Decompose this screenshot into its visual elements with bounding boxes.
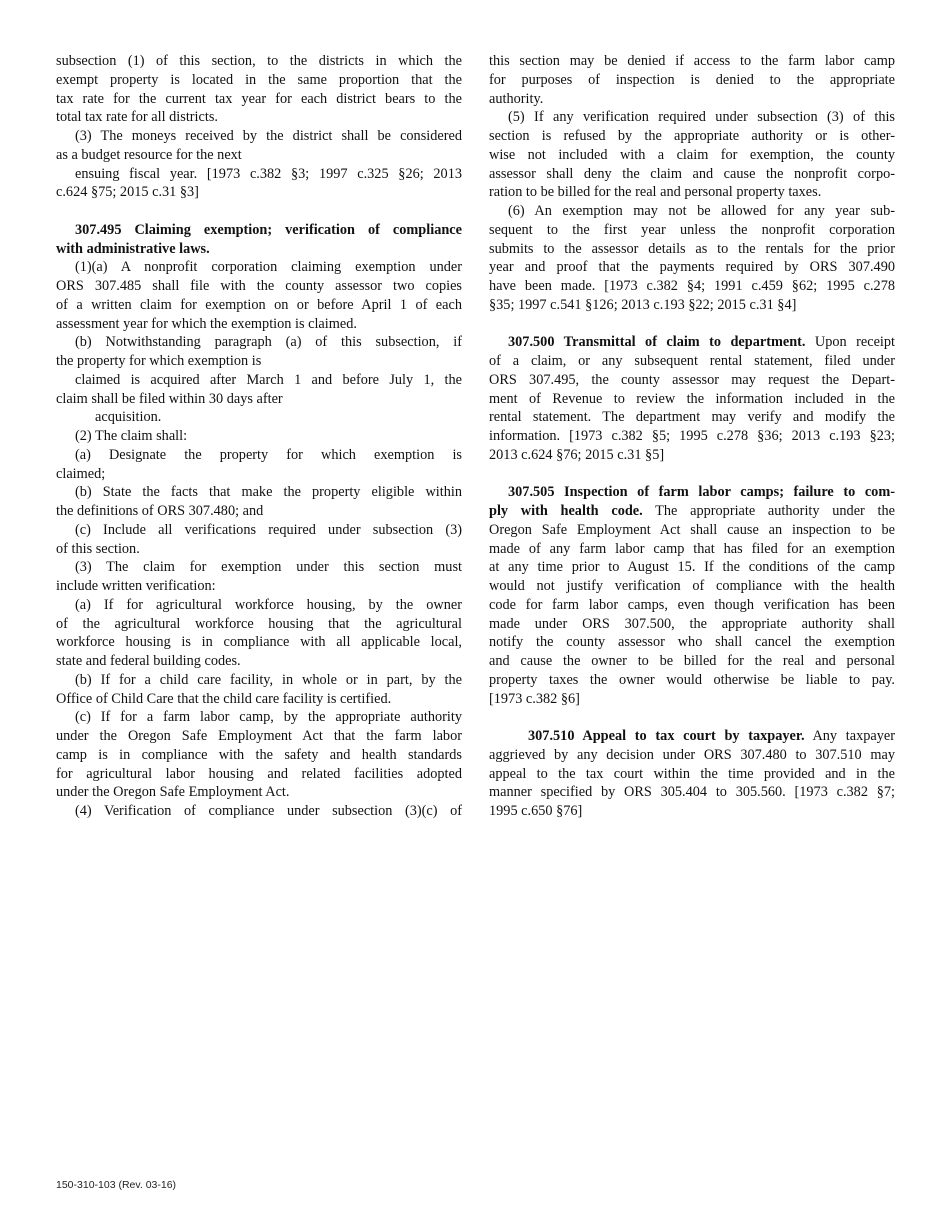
text-line [489, 690, 895, 709]
body-text: Any taxpayer [804, 728, 895, 744]
body-text: (2) The claim shall: [75, 428, 188, 444]
text-line [489, 746, 895, 765]
text-line [56, 521, 462, 540]
body-text: made of any farm labor camp that has filed for an exemption [489, 540, 895, 557]
body-text: (3) The moneys received by the district shall be considered [75, 128, 462, 144]
body-text: authority. [489, 90, 544, 107]
body-text: (c) If for a farm labor camp, by the appropriate authority [75, 709, 462, 726]
body-text: ORS 307.485 shall file with the county assessor two copies [56, 278, 462, 294]
text-line [489, 783, 895, 802]
text-line [489, 802, 895, 821]
text-line [489, 371, 895, 390]
body-text: [1973 c.382 §6] [489, 690, 580, 707]
body-text: Office of Child Care that the child care facility is certified. [56, 690, 392, 707]
text-line [56, 483, 462, 502]
body-text: (b) State the facts that make the property eligible within [75, 484, 462, 501]
text-line [489, 577, 895, 596]
text-line [56, 596, 462, 615]
body-text: this section may be denied if access to the farm labor camp [489, 53, 895, 69]
paragraph-gap [489, 465, 895, 484]
body-text: of this section. [56, 540, 140, 557]
body-text: manner specified by ORS 305.404 to 305.560. [1973 c.382 §7; [489, 784, 895, 801]
text-line [56, 746, 462, 765]
body-text: rental statement. The department may verify and modify the [489, 409, 895, 426]
text-line [489, 615, 895, 634]
text-line [56, 183, 462, 202]
body-text: (a) Designate the property for which exemption is [75, 446, 462, 463]
body-text: camp is in compliance with the safety and health standards [56, 746, 462, 763]
right-column [489, 52, 895, 821]
text-line [56, 165, 462, 184]
body-text: total tax rate for all districts. [56, 109, 218, 126]
text-line [56, 90, 462, 109]
body-text: ORS 307.495, the county assessor may request the Depart- [489, 371, 895, 388]
text-line [56, 71, 462, 90]
body-text: 1995 c.650 §76] [489, 803, 583, 819]
body-text: section is refused by the appropriate authority or is other- [489, 128, 895, 144]
body-text: claim shall be filed within 30 days after [56, 390, 283, 407]
text-line [56, 258, 462, 277]
text-line [56, 765, 462, 784]
body-text: of a claim, or any subsequent rental statement, filed under [489, 353, 895, 369]
text-line [489, 765, 895, 784]
text-line [489, 540, 895, 559]
text-line [489, 296, 895, 315]
section-heading-line [489, 333, 895, 352]
body-text: ment of Revenue to review the information included in the [489, 390, 895, 407]
text-line [56, 727, 462, 746]
body-text: under the Oregon Safe Employment Act. [56, 784, 290, 801]
body-text: §35; 1997 c.541 §126; 2013 c.193 §22; 2015 c.31 §4] [489, 296, 797, 313]
text-line [489, 408, 895, 427]
body-text: (b) Notwithstanding paragraph (a) of this subsection, if [75, 334, 462, 351]
paragraph-gap [56, 202, 462, 221]
body-text: include written verification: [56, 578, 216, 594]
body-text: the definitions of ORS 307.480; and [56, 503, 264, 519]
body-text: would not justify verification of compliance with the health [489, 578, 895, 594]
text-line [489, 446, 895, 465]
text-line [56, 352, 462, 371]
body-text: workforce housing is in compliance with all applicable local, [56, 634, 462, 651]
text-line [489, 127, 895, 146]
body-text: code for farm labor camps, even though verification has been [489, 596, 895, 613]
text-line [56, 446, 462, 465]
section-heading-line [489, 483, 895, 502]
body-text: sequent to the first year unless the nonprofit corporation [489, 221, 895, 238]
body-text: appeal to the tax court within the time provided and in the [489, 765, 895, 782]
body-text: the property for which exemption is [56, 353, 262, 369]
text-line [489, 240, 895, 259]
text-line [489, 221, 895, 240]
body-text: wise not included with a claim for exemption, the county [489, 146, 895, 163]
body-text: made under ORS 307.500, the appropriate authority shall [489, 615, 895, 632]
body-text: for purposes of inspection is denied to the appropriate [489, 71, 895, 88]
text-line [489, 652, 895, 671]
text-line [489, 558, 895, 577]
text-line [56, 671, 462, 690]
text-line [489, 427, 895, 446]
body-text: have been made. [1973 c.382 §4; 1991 c.459 §62; 1995 c.278 [489, 278, 895, 294]
text-line [56, 52, 462, 71]
text-line [56, 108, 462, 127]
text-line [56, 783, 462, 802]
text-line [56, 540, 462, 559]
text-line [489, 108, 895, 127]
text-line [489, 633, 895, 652]
section-heading: with administrative laws. [56, 240, 210, 257]
body-text: subsection (1) of this section, to the districts in which the [56, 53, 462, 69]
text-line [56, 277, 462, 296]
text-line [56, 802, 462, 821]
body-text: claimed is acquired after March 1 and before July 1, the [75, 371, 462, 388]
text-line [489, 90, 895, 109]
paragraph-gap [489, 708, 895, 727]
text-line [56, 615, 462, 634]
text-line [489, 202, 895, 221]
text-line [489, 258, 895, 277]
text-line [56, 708, 462, 727]
text-line [56, 465, 462, 484]
text-line [56, 558, 462, 577]
text-line [56, 633, 462, 652]
section-heading: 307.500 Transmittal of claim to department. [508, 334, 806, 351]
form-number-footer: 150-310-103 (Rev. 03-16) [56, 1179, 177, 1191]
body-text: acquisition. [95, 409, 162, 426]
text-line [56, 315, 462, 334]
text-line [56, 371, 462, 390]
body-text: notify the county assessor who shall cancel the exemption [489, 634, 895, 651]
body-text: submits to the assessor details as to the rentals for the prior [489, 240, 895, 257]
text-line [56, 390, 462, 409]
paragraph-gap [489, 315, 895, 334]
body-text: c.624 §75; 2015 c.31 §3] [56, 184, 199, 201]
body-text: Upon receipt [805, 334, 896, 351]
body-text: aggrieved by any decision under ORS 307.480 to 307.510 may [489, 746, 895, 763]
text-line [489, 390, 895, 409]
body-text: Oregon Safe Employment Act shall cause an inspection to be [489, 521, 895, 538]
text-line [56, 502, 462, 521]
body-text: information. [1973 c.382 §5; 1995 c.278 §36; 2013 c.193 §23; [489, 428, 895, 444]
text-line [489, 146, 895, 165]
body-text: The appropriate authority under the [642, 503, 895, 519]
section-heading-line [489, 502, 895, 521]
body-text: as a budget resource for the next [56, 146, 242, 163]
text-line [489, 183, 895, 202]
body-text: of the agricultural workforce housing that the agricultural [56, 615, 462, 632]
body-text: (6) An exemption may not be allowed for any year sub- [508, 203, 895, 219]
body-text: at any time prior to August 15. If the conditions of the camp [489, 559, 895, 576]
body-text: year and proof that the payments required by ORS 307.490 [489, 259, 895, 276]
body-text: state and federal building codes. [56, 653, 241, 669]
text-line [56, 296, 462, 315]
body-text: (3) The claim for exemption under this section must [75, 559, 462, 576]
section-heading: 307.510 Appeal to tax court by taxpayer. [528, 728, 805, 744]
body-text: of a written claim for exemption on or before April 1 of each [56, 296, 462, 313]
section-heading: ply with health code. [489, 503, 643, 519]
body-text: (a) If for agricultural workforce housing, by the owner [75, 596, 462, 613]
text-line [489, 71, 895, 90]
body-text: property taxes the owner would otherwise be liable to pay. [489, 671, 895, 688]
text-line [56, 146, 462, 165]
body-text: (4) Verification of compliance under subsection (3)(c) of [75, 803, 462, 819]
section-heading-line [56, 240, 462, 259]
section-heading-line [56, 221, 462, 240]
text-line [56, 577, 462, 596]
body-text: under the Oregon Safe Employment Act that the farm labor [56, 728, 462, 744]
text-line [489, 277, 895, 296]
text-line [489, 352, 895, 371]
body-text: (c) Include all verifications required under subsection (3) [75, 521, 462, 538]
body-text: (5) If any verification required under subsection (3) of this [508, 109, 895, 126]
text-line [56, 127, 462, 146]
text-line [56, 333, 462, 352]
body-text: (1)(a) A nonprofit corporation claiming exemption under [75, 259, 462, 276]
section-heading-line [489, 727, 895, 746]
left-column [56, 52, 462, 821]
body-text: claimed; [56, 465, 106, 482]
body-text: assessment year for which the exemption is claimed. [56, 315, 357, 332]
text-line [56, 652, 462, 671]
text-line [489, 52, 895, 71]
body-text: ration to be billed for the real and personal property taxes. [489, 184, 822, 201]
section-heading: 307.505 Inspection of farm labor camps; failure to com- [508, 484, 895, 501]
text-line [489, 165, 895, 184]
body-text: (b) If for a child care facility, in whole or in part, by the [75, 671, 462, 688]
body-text: 2013 c.624 §76; 2015 c.31 §5] [489, 446, 665, 463]
body-text: for agricultural labor housing and related facilities adopted [56, 765, 462, 782]
text-line [489, 671, 895, 690]
body-text: ensuing fiscal year. [1973 c.382 §3; 1997 c.325 §26; 2013 [75, 165, 462, 182]
text-line [56, 408, 462, 427]
body-text: assessor shall deny the claim and cause the nonprofit corpo- [489, 165, 895, 182]
body-text: tax rate for the current tax year for each district bears to the [56, 90, 462, 107]
body-text: exempt property is located in the same proportion that the [56, 71, 462, 88]
body-text: and cause the owner to be billed for the real and personal [489, 653, 895, 669]
text-line [56, 690, 462, 709]
section-heading: 307.495 Claiming exemption; verification of compliance [75, 221, 462, 238]
text-line [56, 427, 462, 446]
text-line [489, 521, 895, 540]
text-line [489, 596, 895, 615]
